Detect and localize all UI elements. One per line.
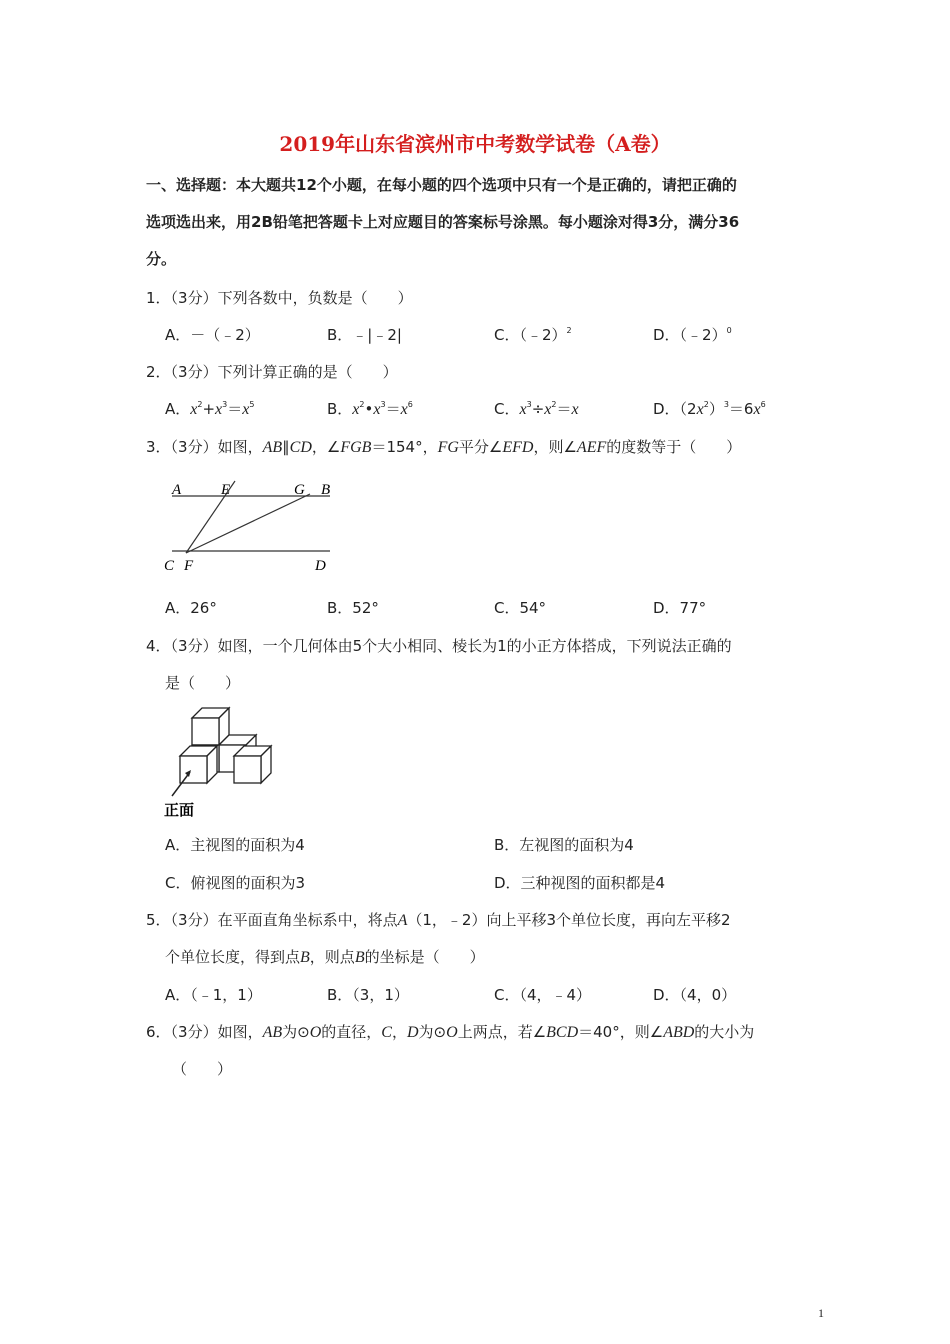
question-5-option-b[interactable]: B．（3，1） [327,986,409,1004]
question-5-stem-line2: 个单位长度，得到点B，则点B的坐标是（ ） [165,948,485,966]
question-1-option-d[interactable]: D．（﹣2）$^0$ [653,326,732,344]
question-4-option-d[interactable]: D．三种视图的面积都是4 [494,874,666,892]
question-5-option-d[interactable]: D．（4，0） [653,986,737,1004]
question-4-option-a[interactable]: A．主视图的面积为4 [165,836,305,854]
question-4-option-b[interactable]: B．左视图的面积为4 [494,836,634,854]
section-instructions-line3: 分。 [146,250,177,268]
question-3-option-c[interactable]: C．54° [494,599,547,617]
question-5-option-c[interactable]: C．（4，﹣4） [494,986,592,1004]
question-3-stem: 3．（3分）如图，AB∥CD，∠FGB＝154°，FG平分∠EFD，则∠AEF的度数等于（ ） [146,438,742,456]
question-1-stem: 1．（3分）下列各数中，负数是（ ） [146,289,413,307]
question-1-option-b[interactable]: B．﹣|﹣2| [327,326,402,344]
cube-front-face [192,718,219,745]
question-3-figure [160,475,350,580]
question-1-option-a[interactable]: A．－（﹣2） [165,326,260,344]
question-3-option-a[interactable]: A．26° [165,599,217,617]
question-5-option-a[interactable]: A．（﹣1，1） [165,986,262,1004]
page-title: 2019年山东省滨州市中考数学试卷（A卷） [279,132,671,156]
question-1-option-c[interactable]: C．（﹣2）$^2$ [494,326,572,344]
question-6-stem-line1: 6．（3分）如图，AB为⊙O的直径，C，D为⊙O上两点，若∠BCD＝40°，则∠ABD的大小为 [146,1023,755,1041]
line-fg [186,494,310,553]
question-2-option-d[interactable]: D．$(2x^2)^3=6x^6$ [653,400,766,418]
question-5-stem-line1: 5．（3分）在平面直角坐标系中，将点A（1，﹣2）向上平移3个单位长度，再向左平移2 [146,911,731,929]
question-4-stem-line2: 是（ ） [165,674,241,692]
section-instructions-line2: 选项选出来，用2B铅笔把答题卡上对应题目的答案标号涂黑。每小题涂对得3分，满分36 [146,213,740,231]
label-e: E [221,482,231,498]
question-2-option-a[interactable]: A．$x^2+x^3=x^5$ [165,400,255,418]
label-f: F [184,558,194,574]
cube-front-face [234,756,261,783]
question-2-option-b[interactable]: B．$x^2•x^3=x^6$ [327,400,413,418]
question-4-option-c[interactable]: C．俯视图的面积为3 [165,874,306,892]
label-b: B [321,482,331,498]
front-label: 正面 [164,801,195,819]
section-instructions-line1: 一、选择题：本大题共12个小题，在每小题的四个选项中只有一个是正确的，请把正确的 [146,176,737,194]
label-c: C [164,558,175,574]
question-3-option-b[interactable]: B．52° [327,599,379,617]
question-6-stem-line2: （ ） [172,1060,233,1078]
label-a: A [172,482,182,498]
question-2-option-c[interactable]: C．$x^3\div x^2=x$ [494,400,579,418]
page-number: 1 [818,1306,824,1320]
question-4-stem-line1: 4．（3分）如图，一个几何体由5个大小相同、棱长为1的小正方体搭成，下列说法正确的 [146,637,732,655]
question-2-stem: 2．（3分）下列计算正确的是（ ） [146,363,398,381]
question-3-option-d[interactable]: D．77° [653,599,707,617]
label-d: D [315,558,326,574]
label-g: G [294,482,305,498]
question-4-cubes-figure [160,700,280,820]
